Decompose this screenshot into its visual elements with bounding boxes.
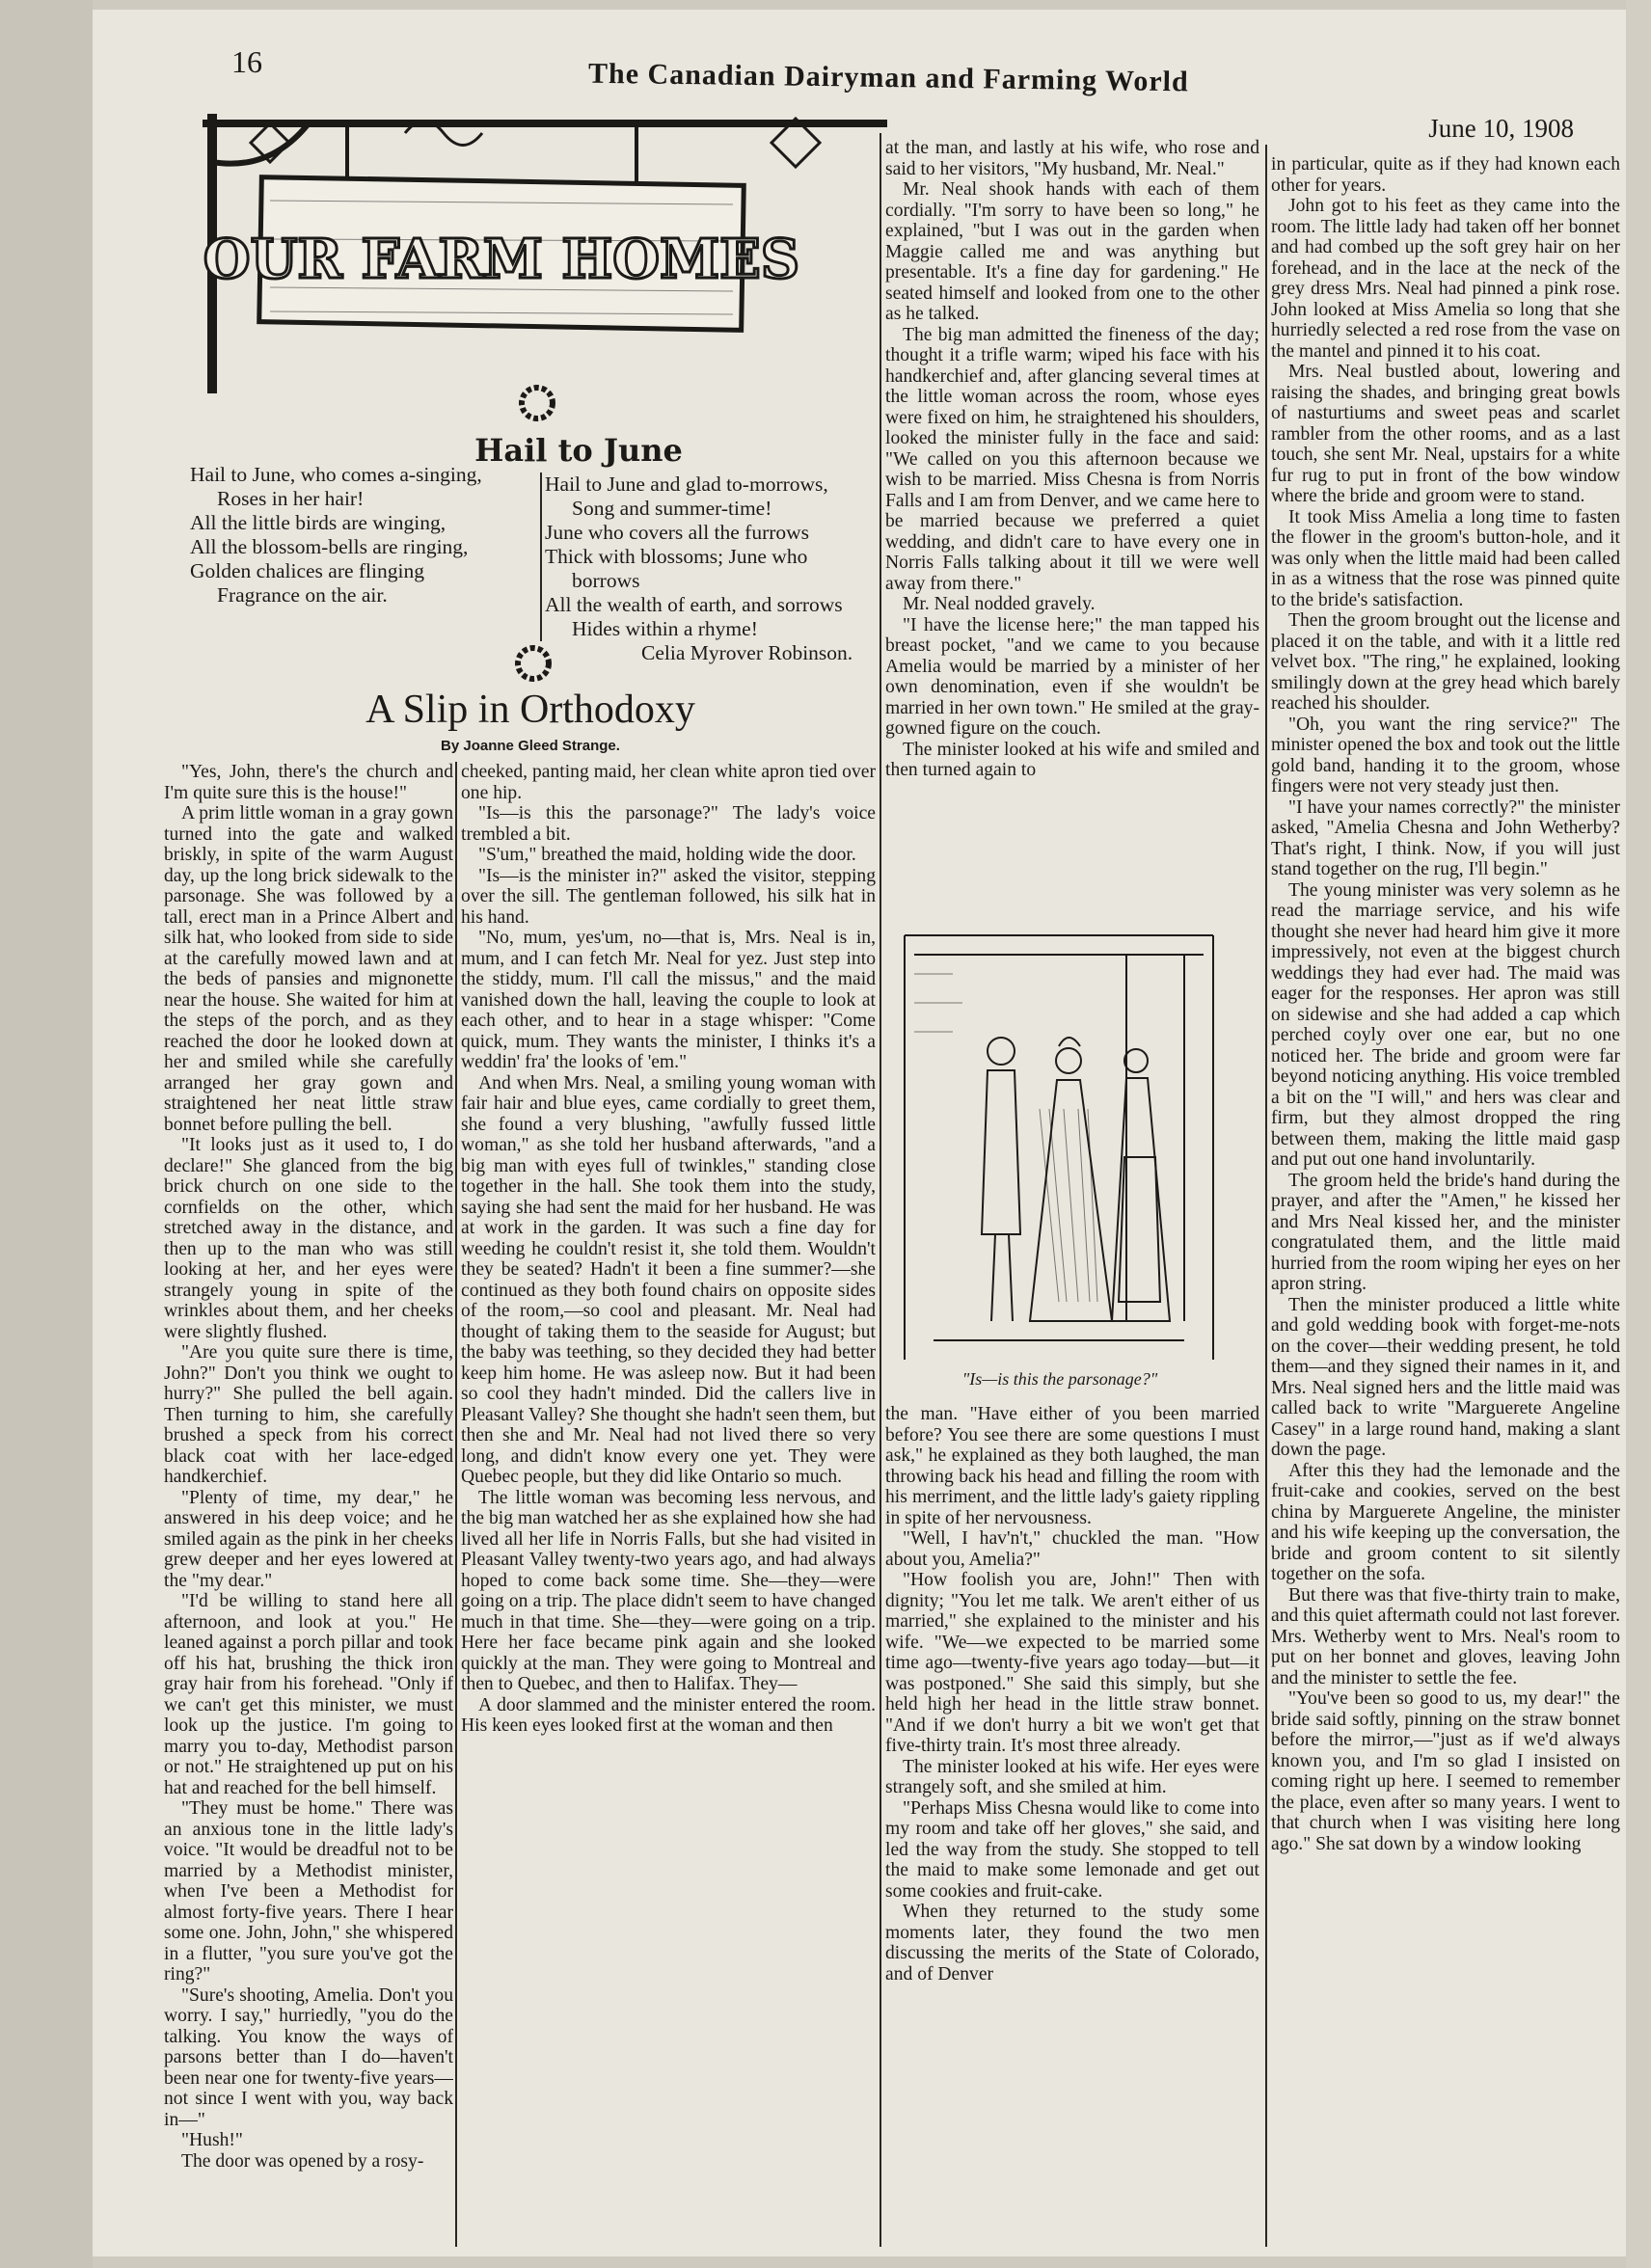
paragraph: A prim little woman in a gray gown turned into the gate and walked briskly, in spite of the warm August day, up the long brick sidewalk to the parsonage. She was followed by a tall, erect man in a Prince Albert and silk hat, who looked from side to side at the carefully mowed lawn and at the beds of pansies and mignonette near the house. She waited for him at the steps of the porch, and as they reached the door he looked down at her and smiled while she carefully arranged her gray gown and straightened her neat little straw bonnet before pulling the bell. — [164, 803, 453, 1135]
poem-line: Thick with blossoms; June who — [545, 545, 808, 568]
paragraph: "Plenty of time, my dear," he answered in his deep voice; and he smiled again as the pink in her cheeks grew deeper and her eyes lowered at the "my dear." — [164, 1487, 453, 1591]
story-column-4 — [1271, 154, 1620, 2247]
paragraph: "I'd be willing to stand here all afternoon, and look at you." He leaned against a porch pillar and took off his hat, brushing the thick iron gray hair from his forehead. "Only if we can't get this minister, we must look up the justice. I'm going to marry you to-day, Methodist parson or not." He straightened up put on his hat and reached for the bell himself. — [164, 1591, 453, 1798]
paragraph: "Yes, John, there's the church and I'm quite sure this is the house!" — [164, 762, 453, 803]
paragraph: "Well, I hav'n't," chuckled the man. "How about you, Amelia?" — [885, 1528, 1259, 1570]
paragraph: at the man, and lastly at his wife, who rose and said to her visitors, "My husband, Mr. Neal." — [885, 138, 1259, 179]
paragraph: It took Miss Amelia a long time to fasten the flower in the groom's button-hole, and it was only when the little maid had been called in as a witness that the rose was pinned quite to the bride's satisfaction. — [1271, 506, 1620, 610]
poem-line: Roses in her hair! — [217, 487, 365, 510]
our-farm-homes-banner — [193, 104, 897, 413]
paragraph: "Is—is the minister in?" asked the visitor, stepping over the sill. The gentleman followed, his silk hat in his hand. — [461, 865, 876, 928]
page-number: 16 — [231, 44, 262, 79]
poem-stanza-2 — [545, 472, 882, 665]
story-column-2 — [461, 762, 876, 2247]
paragraph: in particular, quite as if they had known each other for years. — [1271, 154, 1620, 196]
story-column-3-top — [885, 138, 1259, 909]
paragraph: cheeked, panting maid, her clean white apron tied over one hip. — [461, 762, 876, 803]
paragraph: And when Mrs. Neal, a smiling young woman with fair hair and blue eyes, came cordially to greet them, she found a very blushing, "awfully fussed little woman," as she told her husband afterwards, "and a big man with eyes full of twinkles," standing close together in the hall. She took them into the study, saying she had sent the maid for her husband. He was at work in the garden. It was such a fine day for weeding he couldn't resist it, she told them. Wouldn't they be seated? Hadn't it been a fine summer?—she continued as they both found chairs on opposite sides of the room,—so cool and pleasant. Mr. Neal had thought of taking them to the seaside for August; but the baby was teething, so they decided they had better keep him home. He was asleep now. But it had been so cool they hadn't minded. Did the callers live in Pleasant Valley? She thought she hadn't seen them, but then she and Mr. Neal had not lived there so very long, and didn't know every one yet. They were Quebec people, but they did like Ontario so much. — [461, 1072, 876, 1487]
paragraph: The young minister was very solemn as he read the marriage service, and his wife thought she never had heard him give it more impressively, not even at the biggest church weddings they had ever had. The maid was eager for the responses. Her apron was still on sidewise and she had added a cap which perched coyly over one ear, but no one noticed her. The bride and groom were far beyond noticing anything. His voice trembled a bit on the "I will," and hers was clear and firm, but they almost dropped the ring between them, making the little maid gasp and put out one hand involuntarily. — [1271, 879, 1620, 1170]
paragraph: The door was opened by a rosy- — [181, 2150, 424, 2172]
story-column-3-bottom — [885, 1404, 1259, 2247]
paragraph: The minister looked at his wife. Her eyes were strangely soft, and she smiled at him. — [885, 1756, 1259, 1797]
paragraph: "I have your names correctly?" the minister asked, "Amelia Chesna and John Wetherby? That's right, I think. Now, if you will just stand together on the rug, I'll begin." — [1271, 796, 1620, 879]
poem-line: Hail to June and glad to-morrows, — [545, 472, 828, 496]
parsonage-illustration — [895, 916, 1225, 1369]
poem-line: Hides within a rhyme! — [572, 617, 758, 640]
paragraph: When they returned to the study some moments later, they found the two men discussing the merits of the State of Colorado, and of Denver — [885, 1902, 1259, 1984]
column-rule — [455, 762, 457, 2247]
paragraph: "I have the license here;" the man tapped his breast pocket, "and we came to you because Amelia would be married by a minister of her own denomination, even if she wouldn't be married in her own town." He smiled at the gray-gowned figure on the couch. — [885, 614, 1259, 739]
paragraph: "Oh, you want the ring service?" The minister opened the box and took out the little gold band, handing it to the groom, whose fingers were not very steady just then. — [1271, 714, 1620, 796]
column-rule — [1265, 145, 1267, 2247]
poem-line: All the little birds are winging, — [190, 511, 447, 534]
paragraph: Mrs. Neal bustled about, lowering and raising the shades, and bringing great bowls of nasturtiums and sweet peas and scarlet rambler from the other rooms, and as a last touch, she sent Mr. Neal, upstairs for a white fur rug to put in front of the bow window where the bride and groom were to stand. — [1271, 362, 1620, 506]
paragraph: Then the minister produced a little white and gold wedding book with forget-me-nots on the cover—their wedding present, he told them—and they signed their names in it, and Mrs. Neal signed hers and the little maid was called back to write "Marguerete Angeline Casey" in a large round hand, making a slant down the page. — [1271, 1294, 1620, 1460]
paragraph: "They must be home." There was an anxious tone in the little lady's voice. "It would be dreadful not to be married by a Methodist minister, when I've been a Methodist for almost forty-five years. There I hear some one. John, John," she whispered in a flutter, "you sure you've got the ring?" — [164, 1798, 453, 1984]
paragraph: The minister looked at his wife and smiled and then turned again to — [885, 739, 1259, 780]
paragraph: The big man admitted the fineness of the day; thought it a trifle warm; wiped his face with his handkerchief and, after glancing several times at the little woman across the room, whose eyes were fixed on him, he straightened his shoulders, looked the minister fully in the face and said: "We called on you this afternoon because we wish to be married. Miss Chesna is from Norris Falls and I am from Denver, and we came here to be married because we preferred a quiet wedding, and didn't care to have every one in Norris Falls talking about it till we were well away from there." — [885, 324, 1259, 594]
poem-line: All the wealth of earth, and sorrows — [545, 593, 843, 616]
column-rule — [880, 133, 881, 2247]
paragraph: "No, mum, yes'um, no—that is, Mrs. Neal is in, mum, and I can fetch Mr. Neal for yez. Just step into the stiddy, mum. I'll call the missus," and the maid vanished down the hall, leaving the couple to look at each other, and to hear in a stage whisper: "Come quick, mum. They wants the minister, I thinks it's a weddin' fra' the looks of 'em." — [461, 928, 876, 1072]
poem-line: All the blossom-bells are ringing, — [190, 535, 469, 558]
issue-date: June 10, 1908 — [1428, 114, 1574, 143]
paragraph: Mr. Neal nodded gravely. — [903, 594, 1096, 614]
right-margin-shadow — [1626, 0, 1651, 2268]
poem-line: June who covers all the furrows — [545, 521, 810, 544]
publication-masthead: The Canadian Dairyman and Farming World — [587, 57, 1189, 98]
paragraph: "Are you quite sure there is time, John?" Don't you think we ought to hurry?" She pulled the bell again. Then turning to him, she carefully brushed a speck from his correct black coat with her lace-edged handkerchief. — [164, 1342, 453, 1487]
illustration-caption: "Is—is this the parsonage?" — [961, 1369, 1158, 1389]
poem-stanza-1 — [190, 463, 537, 608]
paragraph: "Hush!" — [181, 2130, 243, 2150]
poem-line: Hail to June, who comes a-singing, — [190, 463, 482, 486]
poem-line: Song and summer-time! — [572, 497, 772, 520]
paragraph: But there was that five-thirty train to make, and this quiet aftermath could not last forever. Mrs. Wetherby went to Mrs. Neal's room to put on her bonnet and gloves, leaving John and the minister to settle the fee. — [1271, 1584, 1620, 1688]
paragraph: A door slammed and the minister entered the room. His keen eyes looked first at the woman and then — [461, 1694, 876, 1736]
poem-author: Celia Myrover Robinson. — [641, 641, 853, 664]
paragraph: The little woman was becoming less nervous, and the big man watched her as she explained how she had lived all her life in Norris Falls, but she had visited in Pleasant Valley twenty-two years ago, and had always hoped to come back some time. She—they—were going on a trip. The place didn't seem to have changed much in that time. She—they—were going on a trip. Here her face became pink again and she looked quickly at the man. They were going to Montreal and then to Quebec, and then to Halifax. They— — [461, 1487, 876, 1694]
paragraph: After this they had the lemonade and the fruit-cake and cookies, served on the best china by Marguerete Angeline, the minister and his wife keeping up the conversation, the bride and groom content to sit silently together on the sofa. — [1271, 1460, 1620, 1584]
paragraph: "Is—is this the parsonage?" The lady's voice trembled a bit. — [461, 803, 876, 845]
wreath-ornament-icon — [515, 381, 559, 425]
poem-divider — [540, 472, 542, 641]
paragraph: Then the groom brought out the license and placed it on the table, and with it a little red velvet box. "The ring," he explained, looking smilingly down at the grey head which barely reached his shoulder. — [1271, 610, 1620, 714]
paragraph: "Perhaps Miss Chesna would like to come into my room and take off her gloves," she said, and led the way from the study. She stopped to tell the maid to make some lemonade and get out some cookies and fruit-cake. — [885, 1797, 1259, 1902]
banner-lettering: OUR FARM HOMES — [203, 228, 800, 291]
story-column-1 — [164, 762, 453, 2247]
paragraph: "How foolish you are, John!" Then with dignity; "You let me talk. We aren't either of us married," she explained to the minister and his wife. "We—we expected to be married some time ago—twenty-five years ago today—but—it was postponed." She said this simply, but she held high her head in the little straw bonnet. "And if we don't hurry a bit we won't get that five-thirty train. It's most three already. — [885, 1570, 1259, 1756]
paragraph: "Sure's shooting, Amelia. Don't you worry. I say," hurriedly, "you do the talking. You know the ways of parsons better than I do—haven't been near one for twenty-five years—not since I went with you, way back in—" — [164, 1984, 453, 2130]
story-title: A Slip in Orthodoxy — [365, 688, 695, 732]
poem-line: borrows — [572, 569, 640, 592]
story-byline: By Joanne Gleed Strange. — [441, 738, 620, 754]
paragraph: "You've been so good to us, my dear!" the bride said softly, pinning on the straw bonnet before the mirror,—"just as if we'd always known you, and I'm so glad I insisted on coming right up here. I seemed to remember the place, even after so many years. I went to that church when I was visiting here long ago." She sat down by a window looking — [1271, 1688, 1620, 1854]
poem-title: Hail to June — [474, 432, 683, 469]
paragraph: Mr. Neal shook hands with each of them cordially. "I'm sorry to have been so long," he explained, "but I was out in the garden when Maggie called me and was anything but presentable. It's a fine day for gardening." He seated himself and looked from one to the other as he talked. — [885, 179, 1259, 324]
poem-line: Golden chalices are flinging — [190, 559, 424, 582]
paragraph: the man. "Have either of you been married before? You see there are some questions I must ask," he explained as they both laughed, the man throwing back his head and filling the room with his merriment, and the little lady's gaiety rippling in spite of her nervousness. — [885, 1404, 1259, 1528]
paragraph: "S'um," breathed the maid, holding wide the door. — [478, 845, 856, 865]
left-margin-shadow — [0, 0, 93, 2268]
poem-line: Fragrance on the air. — [217, 583, 388, 607]
paragraph: "It looks just as it used to, I do declare!" She glanced from the big brick church on one side to the cornfields on the other, which stretched away in the distance, and then up to the man who was still looking at her, and her eyes were strangely young in spite of the wrinkles about them, and her cheeks were slightly flushed. — [164, 1135, 453, 1342]
paragraph: John got to his feet as they came into the room. The little lady had taken off her bonnet and had combed up the soft grey hair on her forehead, and in the lace at the neck of the grey dress Mrs. Neal had pinned a pink rose. John looked at Miss Amelia so long that she hurriedly selected a red rose from the vase on the mantel and pinned it to his coat. — [1271, 196, 1620, 362]
paragraph: The groom held the bride's hand during the prayer, and after the "Amen," he kissed her and Mrs Neal kissed her, and the minister congratulated them, and the little maid hurried from the room wiping her eyes on her apron string. — [1271, 1170, 1620, 1294]
